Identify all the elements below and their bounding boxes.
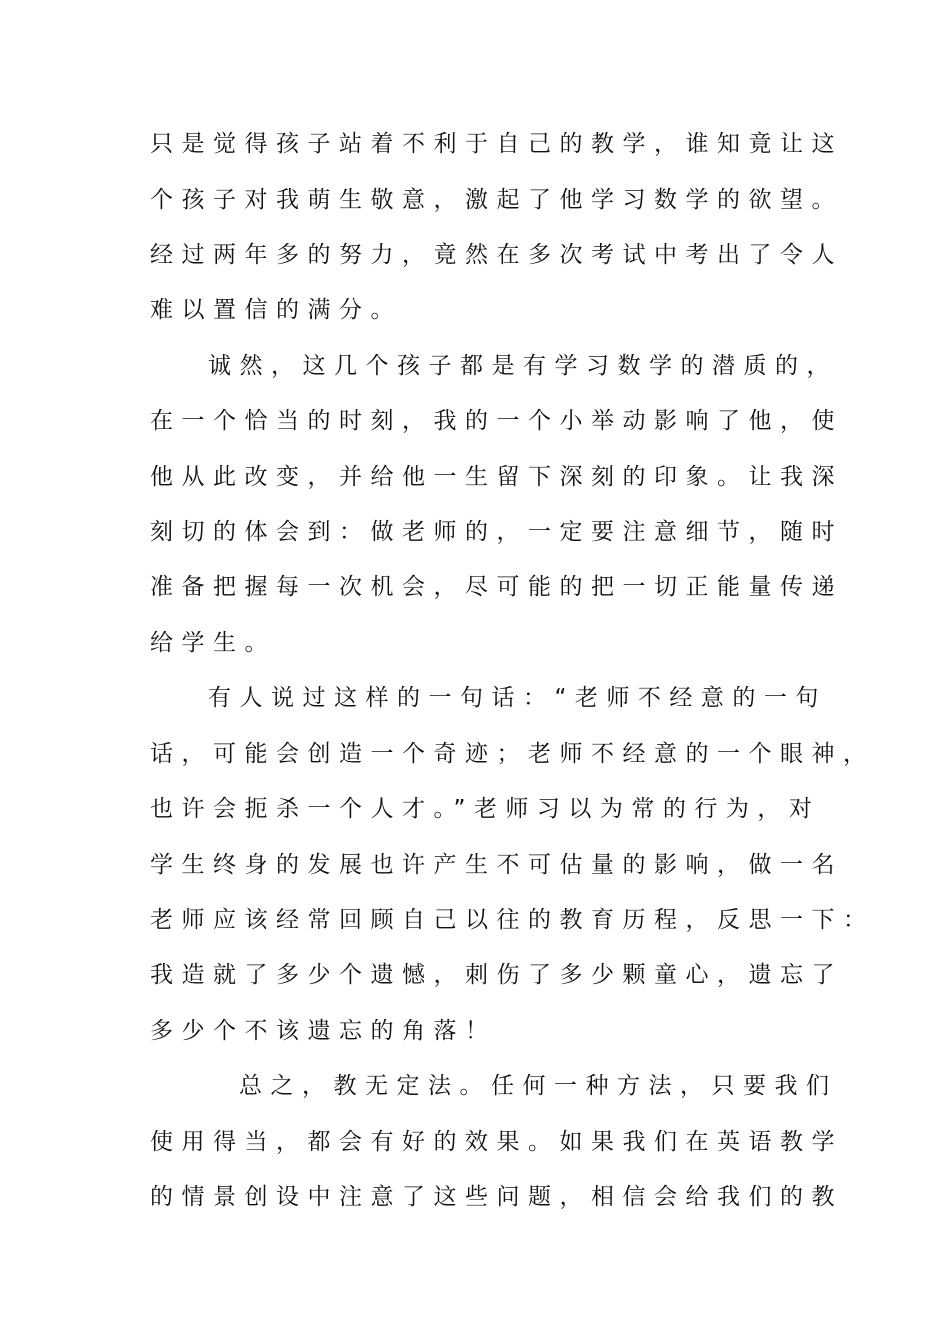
text-line: 在一个恰当的时刻，我的一个小举动影响了他，使 [150,408,843,434]
text-line: 也许会扼杀一个人才。”老师习以为常的行为，对 [150,796,821,822]
text-line: 给学生。 [150,630,276,656]
text-line: 的情景创设中注意了这些问题，相信会给我们的教 [150,1184,843,1210]
text-line: 难以置信的满分。 [150,297,402,323]
text-line: 多少个不该遗忘的角落！ [150,1018,497,1044]
text-line: 话，可能会创造一个奇迹；老师不经意的一个眼神， [150,741,875,767]
text-line: 刻切的体会到：做老师的，一定要注意细节，随时 [150,519,843,545]
text-line: 只是觉得孩子站着不利于自己的教学，谁知竟让这 [150,131,843,157]
text-line: 老师应该经常回顾自己以往的教育历程，反思一下： [150,907,875,933]
text-line: 使用得当，都会有好的效果。如果我们在英语教学 [150,1129,843,1155]
text-line: 学生终身的发展也许产生不可估量的影响，做一名 [150,852,843,878]
text-line: 经过两年多的努力，竟然在多次考试中考出了令人 [150,242,843,268]
text-line: 我造就了多少个遗憾，刺伤了多少颗童心，遗忘了 [150,962,843,988]
text-line: 准备把握每一次机会，尽可能的把一切正能量传递 [150,574,843,600]
paragraph-first-line: 有人说过这样的一句话：“老师不经意的一句 [208,685,827,711]
text-line: 个孩子对我萌生敬意，激起了他学习数学的欲望。 [150,187,843,213]
text-line: 他从此改变，并给他一生留下深刻的印象。让我深 [150,464,843,490]
paragraph-first-line: 总之，教无定法。任何一种方法，只要我们 [239,1073,838,1099]
paragraph-first-line: 诚然，这几个孩子都是有学习数学的潜质的， [208,353,838,379]
